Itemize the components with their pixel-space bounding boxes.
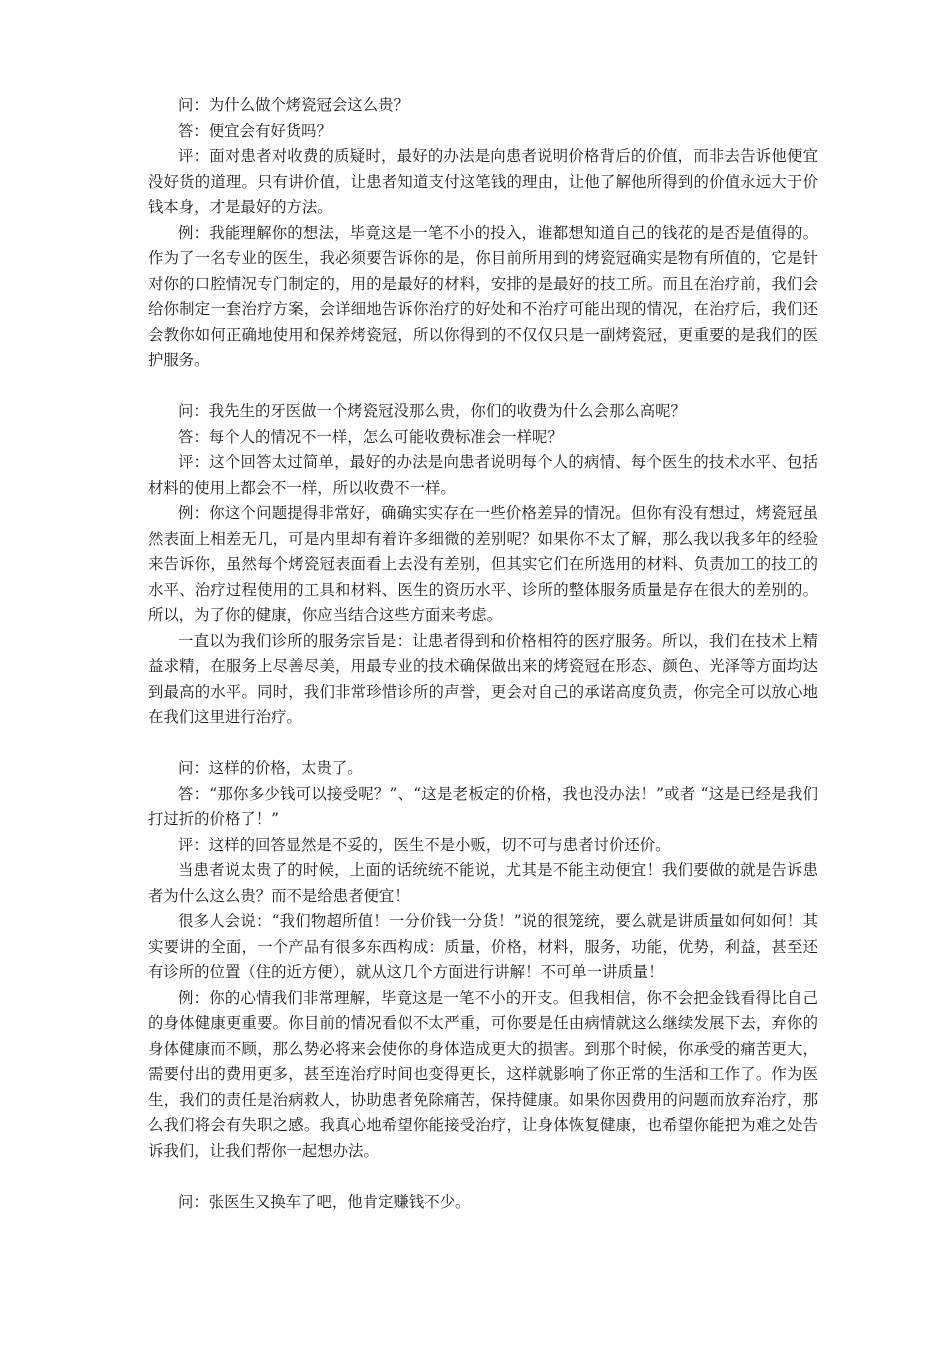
qa-section-3 <box>148 756 818 1164</box>
qa-section-1 <box>148 93 818 374</box>
comment-paragraph: 评：这样的回答显然是不妥的，医生不是小贩，切不可与患者讨价还价。 <box>178 835 671 854</box>
qa-section-4 <box>148 1190 818 1216</box>
answer-paragraph: 答：每个人的情况不一样，怎么可能收费标准会一样呢？ <box>178 427 563 446</box>
comment-paragraph: 评：这个回答太过简单，最好的办法是向患者说明每个人的病情、每个医生的技术水平、包括材料的使用上都会不一样，所以收费不一样。 <box>148 453 818 497</box>
example-paragraph: 例：你这个问题提得非常好，确确实实存在一些价格差异的情况。但你有没有想过，烤瓷冠虽然表面上相差无几，可是内里却有着许多细微的差别呢？如果你不太了解，那么我以我多年的经验来告诉你，虽然每个烤瓷冠表面看上去没有差别，但其实它们在所选用的材料、负责加工的技工的水平、治疗过程使用的工具和材料、医生的资历水平、诊所的整体服务质量是存在很大的差别的。所以，为了你的健康，你应当结合这些方面来考虑。 <box>148 504 818 624</box>
body-paragraph: 一直以为我们诊所的服务宗旨是：让患者得到和价格相符的医疗服务。所以，我们在技术上精益求精，在服务上尽善尽美，用最专业的技术确保做出来的烤瓷冠在形态、颜色、光泽等方面均达到最高的水平。同时，我们非常珍惜诊所的声誉，更会对自己的承诺高度负责，你完全可以放心地在我们这里进行治疗。 <box>148 631 818 726</box>
question-paragraph: 问：张医生又换车了吧，他肯定赚钱不少。 <box>178 1192 471 1211</box>
example-paragraph: 例：我能理解你的想法，毕竟这是一笔不小的投入，谁都想知道自己的钱花的是否是值得的。作为了一名专业的医生，我必须要告诉你的是，你目前所用到的烤瓷冠确实是物有所值的，它是针对你的口腔情况专门制定的，用的是最好的材料，安排的是最好的技工所。而且在治疗前，我们会给你制定一套治疗方案，会详细地告诉你治疗的好处和不治疗可能出现的情况，在治疗后，我们还会教你如何正确地使用和保养烤瓷冠，所以你得到的不仅仅只是一副烤瓷冠，更重要的是我们的医护服务。 <box>148 223 818 369</box>
example-paragraph: 例：你的心情我们非常理解，毕竟这是一笔不小的开支。但我相信，你不会把金钱看得比自己的身体健康更重要。你目前的情况看似不太严重，可你要是任由病情就这么继续发展下去，弃你的身体健康而不顾，那么势必将来会使你的身体造成更大的损害。到那个时候，你承受的痛苦更大，需要付出的费用更多，甚至连治疗时间也变得更长，这样就影响了你正常的生活和工作了。作为医生，我们的责任是治病救人，协助患者免除痛苦，保持健康。如果你因费用的问题而放弃治疗，那么我们将会有失职之感。我真心地希望你能接受治疗，让身体恢复健康，也希望你能把为难之处告诉我们，让我们帮你一起想办法。 <box>148 988 818 1160</box>
body-paragraph: 很多人会说：“我们物超所值！一分价钱一分货！”说的很笼统，要么就是讲质量如何如何！其实要讲的全面，一个产品有很多东西构成：质量，价格，材料，服务，功能，优势，利益，甚至还有诊所的位置（住的近方便），就从这几个方面进行讲解！不可单一讲质量！ <box>148 912 818 981</box>
section-spacer <box>148 374 818 400</box>
answer-paragraph: 答：便宜会有好货吗？ <box>178 121 332 140</box>
section-spacer <box>148 731 818 757</box>
answer-paragraph: 答：“那你多少钱可以接受呢？”、“这是老板定的价格，我也没办法！”或者 “这是已经是我们打过折的价格了！” <box>148 784 818 828</box>
question-paragraph: 问：这样的价格，太贵了。 <box>178 759 363 777</box>
document-page <box>148 93 818 1215</box>
section-spacer <box>148 1164 818 1190</box>
qa-section-2 <box>148 399 818 731</box>
question-paragraph: 问：我先生的牙医做一个烤瓷冠没那么贵，你们的收费为什么会那么高呢？ <box>178 402 686 420</box>
comment-paragraph: 评：面对患者对收费的质疑时，最好的办法是向患者说明价格背后的价值，而非去告诉他便宜没好货的道理。只有讲价值，让患者知道支付这笔钱的理由，让他了解他所得到的价值永远大于价钱本身，才是最好的方法。 <box>148 147 818 216</box>
question-paragraph: 问：为什么做个烤瓷冠会这么贵？ <box>178 96 409 114</box>
body-paragraph: 当患者说太贵了的时候，上面的话统统不能说，尤其是不能主动便宜！我们要做的就是告诉患者为什么这么贵？而不是给患者便宜！ <box>148 861 818 905</box>
